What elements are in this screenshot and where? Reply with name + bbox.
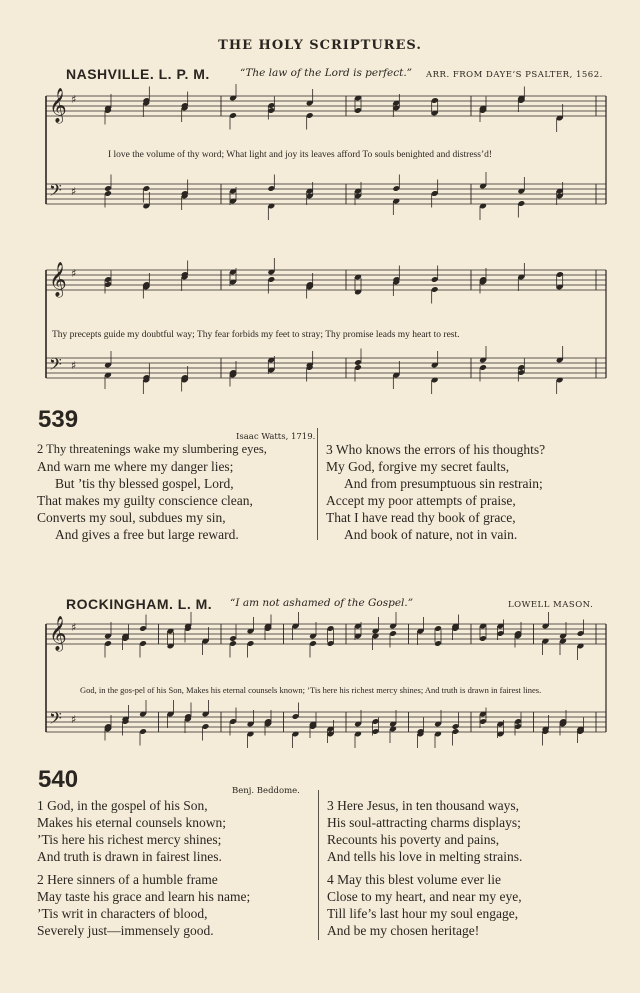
key-signature-sharp-icon: ♯ [71,93,77,106]
staff [46,172,606,220]
verse-line: And book of nature, not in vain. [344,527,518,542]
verse-line: Makes his eternal counsels known; [37,815,226,830]
lyric-nashville-line2: Thy precepts guide my doubtful way; Thy fear forbids my feet to stray; Thy promise leads my heart to rest. [52,330,460,340]
verse-line: And truth is drawn in fairest lines. [37,849,222,864]
verse-line: Close to my heart, and near my eye, [327,889,522,904]
key-signature-sharp-icon: ♯ [71,713,77,726]
treble-clef-icon: 𝄞 [49,88,67,123]
verse-line: And gives a free but large reward. [55,527,239,542]
verse-line: May taste his grace and learn his name; [37,889,251,904]
verse-line: That I have read thy book of grace, [326,510,516,525]
bass-clef-icon: 𝄢 [49,180,62,204]
verse-line: My God, forgive my secret faults, [326,459,510,474]
verse-line: And from presumptuous sin restrain; [344,476,543,491]
column-divider-540 [318,790,319,940]
hymn-author-539: Isaac Watts, 1719. [236,432,316,442]
hymn-540-verse-4 [327,871,522,939]
treble-clef-icon: 𝄞 [49,616,67,651]
verse-line: Converts my soul, subdues my sin, [37,510,226,525]
column-divider-539 [317,428,318,540]
verse-line: 2 Thy threatenings wake my slumbering eyes, [37,442,267,456]
key-signature-sharp-icon: ♯ [71,359,77,372]
verse-line: But ’tis thy blessed gospel, Lord, [55,476,234,491]
verse-line: 3 Who knows the errors of his thoughts? [326,442,546,457]
verse-line: And be my chosen heritage! [327,923,480,938]
staff [46,258,606,304]
tune-credit-nashville: ARR. FROM DAYE’S PSALTER, 1562. [426,70,603,80]
key-signature-sharp-icon: ♯ [71,621,77,634]
verse-line: His soul-attracting charms displays; [327,815,521,830]
key-signature-sharp-icon: ♯ [71,267,77,280]
hymn-539-verse-3 [326,441,545,543]
key-signature-sharp-icon: ♯ [71,185,77,198]
running-head: THE HOLY SCRIPTURES. [218,38,422,53]
verse-line: 2 Here sinners of a humble frame [37,872,218,887]
hymn-539-verse-2 [37,441,267,543]
verse-line: Recounts his poverty and pains, [327,832,500,847]
hymn-540-verse-3 [327,797,522,865]
tune-motto-rockingham: “I am not ashamed of the Gospel.” [230,597,414,609]
verse-line: And warn me where my danger lies; [37,459,234,474]
verse-line: Severely just—immensely good. [37,923,214,938]
verse-line: 3 Here Jesus, in ten thousand ways, [327,798,519,813]
bass-clef-icon: 𝄢 [49,708,62,732]
treble-clef-icon: 𝄞 [49,262,67,297]
hymn-number-539: 539 [38,406,79,433]
lyric-nashville-line1: I love the volume of thy word; What light and joy its leaves afford To souls benighted and distress’d! [108,150,493,160]
verse-line: And tells his love in melting strains. [327,849,523,864]
staff [46,612,606,660]
verse-line: ’Tis writ in characters of blood, [37,906,208,921]
verse-line: 1 God, in the gospel of his Son, [37,798,208,813]
staff [46,84,606,132]
tune-credit-rockingham: LOWELL MASON. [508,600,594,610]
tune-motto-nashville: “The law of the Lord is perfect.” [240,67,413,79]
tune-title-rockingham: ROCKINGHAM. L. M. [66,596,213,612]
hymn-540-verse-1 [37,797,226,865]
verse-line: That makes my guilty conscience clean, [37,493,253,508]
verse-line: Till life’s last hour my soul engage, [327,906,519,921]
hymn-540-verse-2 [37,871,250,939]
hymn-number-540: 540 [38,766,79,793]
verse-line: Accept my poor attempts of praise, [326,493,516,508]
tune-title-nashville: NASHVILLE. L. P. M. [66,66,210,82]
verse-line: ’Tis here his richest mercy shines; [37,832,222,847]
bass-clef-icon: 𝄢 [49,354,62,378]
hymn-author-540: Benj. Beddome. [232,786,300,796]
lyric-rockingham-line1: God, in the gos-pel of his Son, Makes his eternal counsels known; ’Tis here his richest mercy shines; And truth is drawn in fairest lines. [80,685,542,695]
verse-line: 4 May this blest volume ever lie [327,872,501,887]
staff [46,700,606,748]
staff [46,346,606,394]
